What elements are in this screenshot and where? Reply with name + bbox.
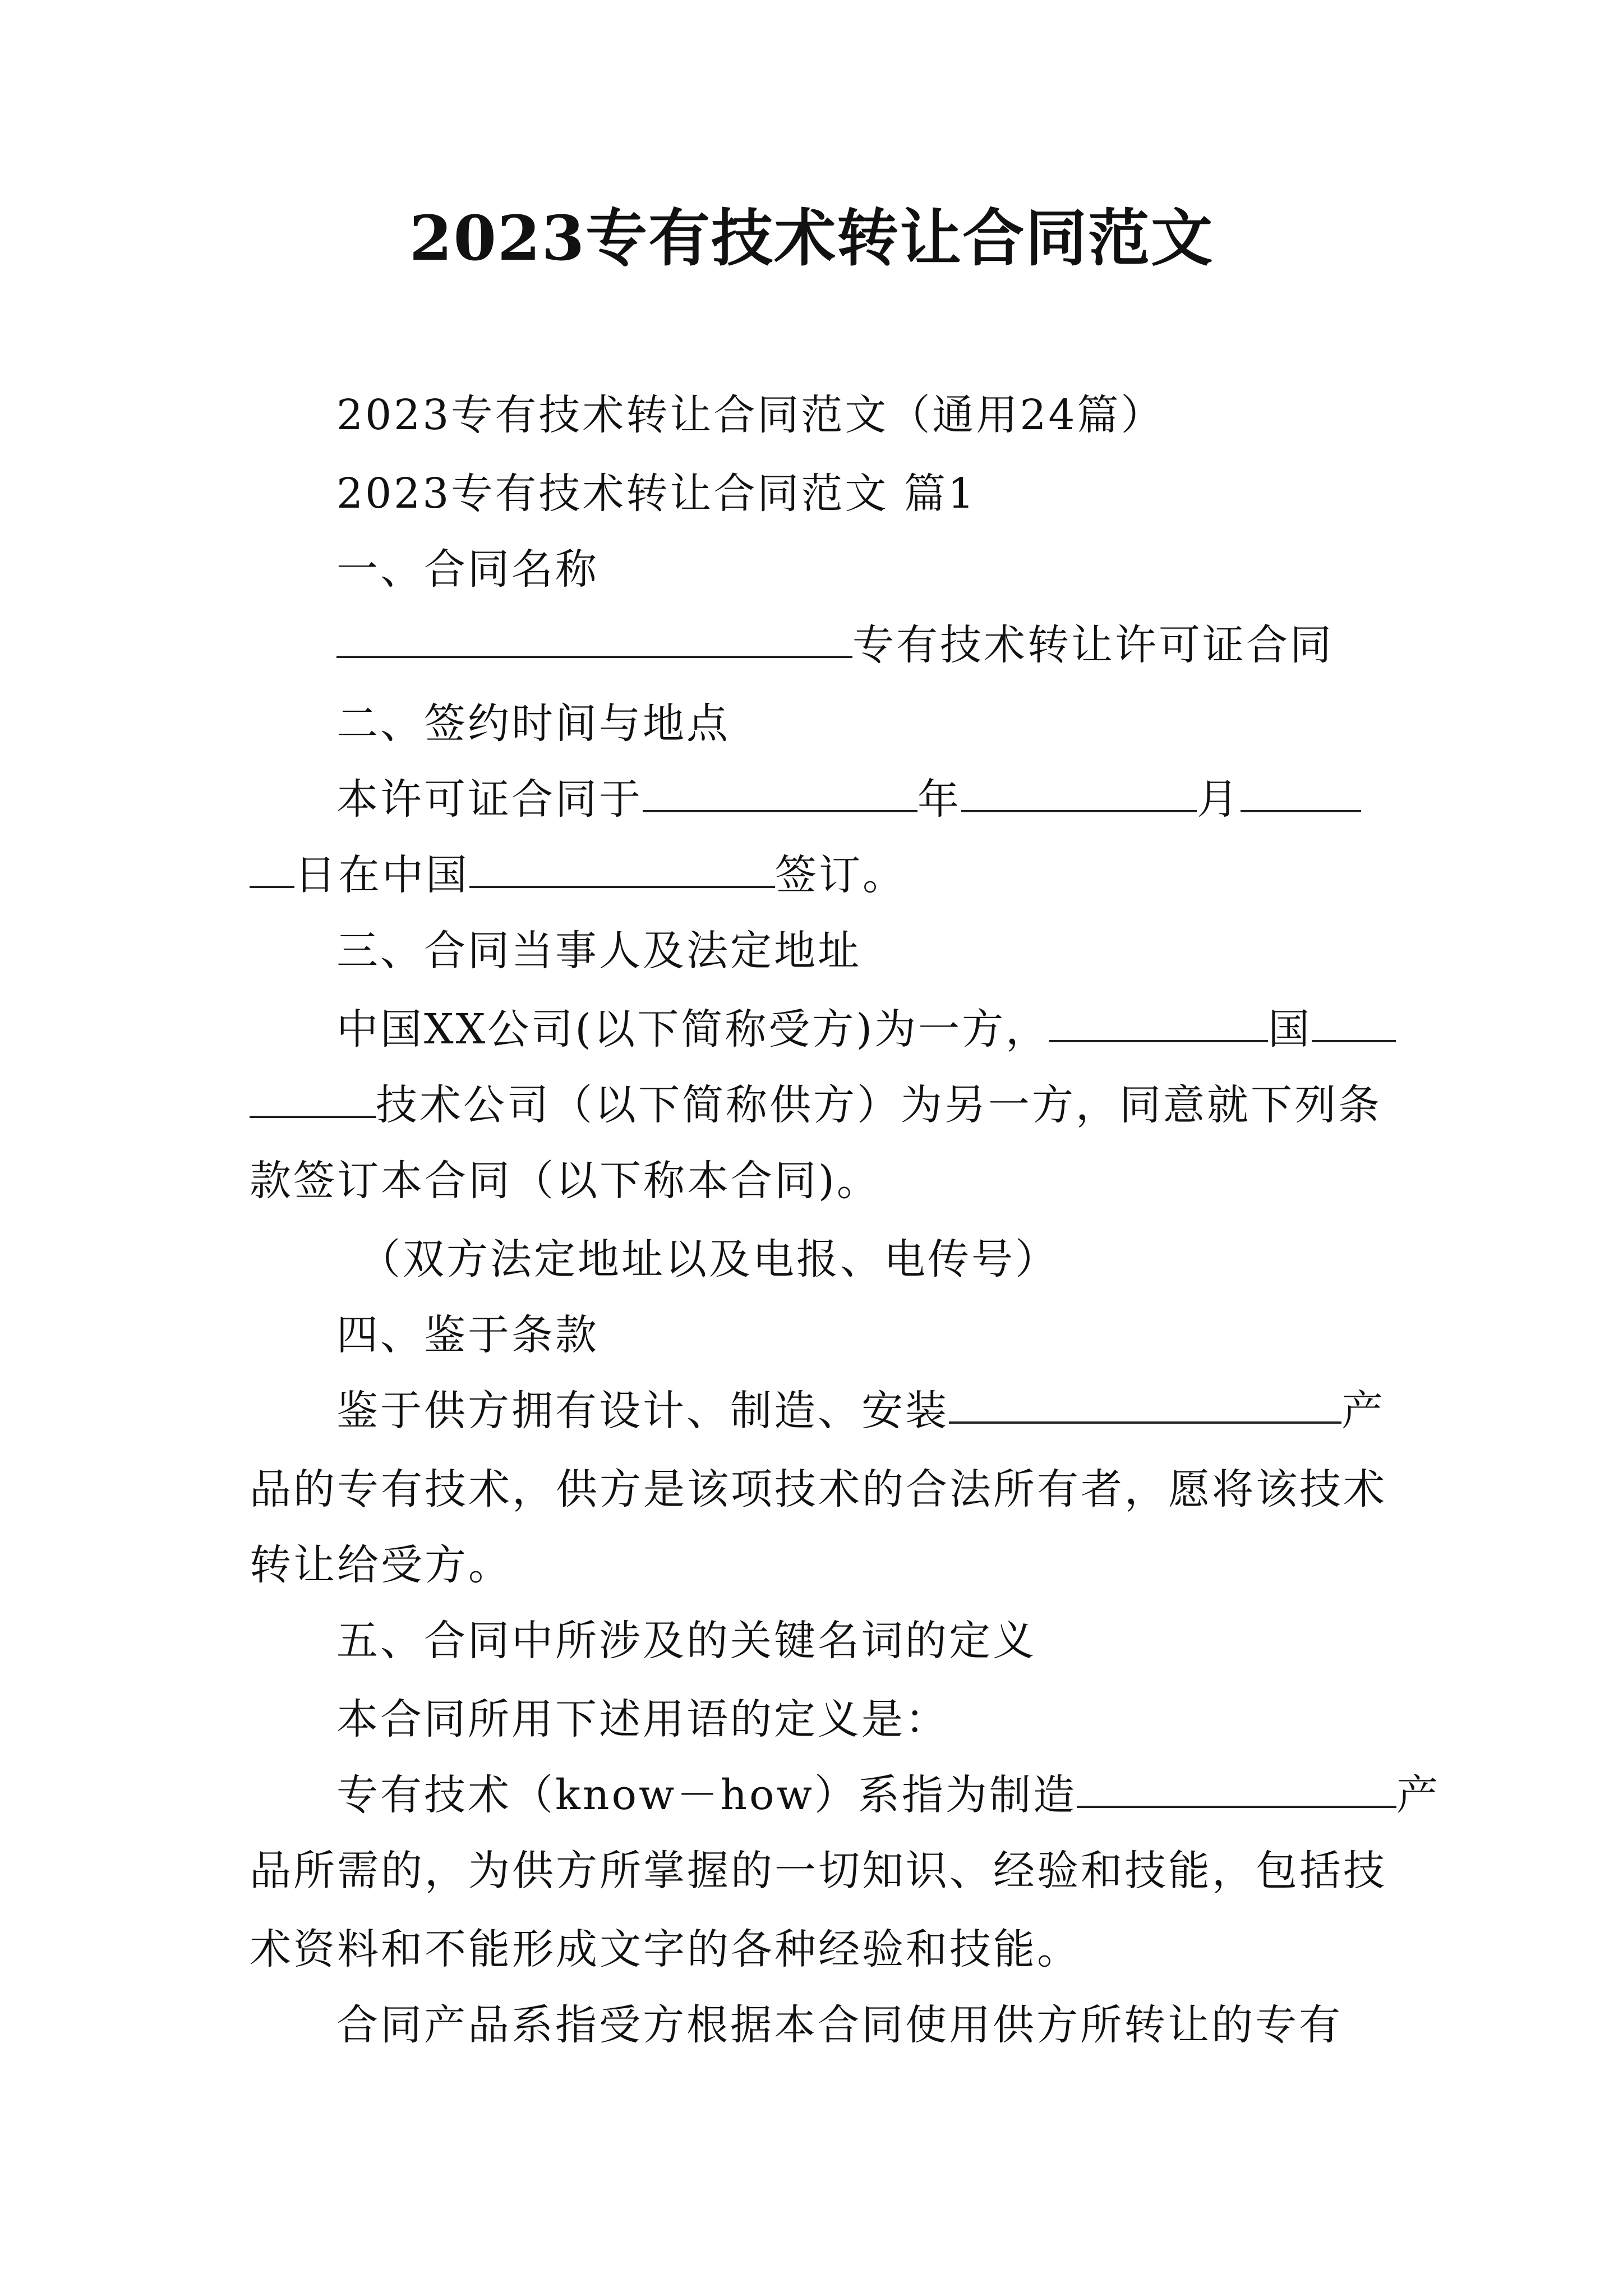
signing-date-line	[336, 771, 1361, 827]
recital-line-1	[336, 1383, 1385, 1439]
address-note: （双方法定地址以及电报、电传号）	[359, 1235, 1059, 1283]
clause-heading-5: 五、合同中所涉及的关键名词的定义	[336, 1617, 1036, 1665]
paragraph-text: 签订。	[775, 851, 906, 899]
blank-field	[1049, 1003, 1268, 1042]
paragraph-text: 中国XX公司(以下简称受方)为一方，	[336, 1005, 1050, 1053]
blank-field	[1241, 773, 1361, 812]
clause-heading-2: 二、签约时间与地点	[336, 700, 730, 748]
paragraph-text: 日在中国	[294, 851, 469, 899]
definition-line-4: 合同产品系指受方根据本合同使用供方所转让的专有	[336, 2001, 1343, 2049]
parties-line-3: 款签订本合同（以下称本合同)。	[250, 1157, 880, 1205]
section-heading: 2023专有技术转让合同范文 篇1	[336, 470, 976, 518]
parties-line-1	[336, 1001, 1396, 1057]
definition-line-1	[336, 1767, 1440, 1823]
paragraph-text: 技术公司（以下简称供方）为另一方，同意就下列条	[376, 1081, 1382, 1129]
definition-line-3: 术资料和不能形成文字的各种经验和技能。	[250, 1925, 1081, 1973]
clause-heading-1: 一、合同名称	[336, 545, 599, 593]
paragraph-text: 产	[1341, 1387, 1385, 1435]
blank-field	[1077, 1769, 1396, 1808]
recital-line-3: 转让给受方。	[250, 1541, 512, 1589]
clause-heading-4: 四、鉴于条款	[336, 1311, 599, 1359]
definitions-intro: 本合同所用下述用语的定义是：	[336, 1695, 949, 1743]
paragraph-text: 鉴于供方拥有设计、制造、安装	[336, 1387, 949, 1435]
parties-line-2	[250, 1077, 1382, 1133]
paragraph-text: 月	[1197, 775, 1241, 823]
paragraph-text: 专有技术（know－how）系指为制造	[336, 1771, 1077, 1819]
blank-field	[1312, 1003, 1396, 1042]
paragraph-text: 本许可证合同于	[336, 775, 643, 823]
recital-line-2: 品的专有技术，供方是该项技术的合法所有者，愿将该技术	[250, 1465, 1387, 1513]
blank-field	[469, 849, 775, 888]
blank-field	[250, 1079, 376, 1118]
blank-field	[336, 619, 852, 658]
contract-name-line	[336, 617, 1334, 673]
blank-field	[961, 773, 1197, 812]
paragraph-text: 国	[1268, 1005, 1312, 1053]
blank-field	[949, 1384, 1341, 1424]
paragraph-text: 年	[917, 775, 961, 823]
blank-field	[250, 849, 294, 888]
contract-name-text: 专有技术转让许可证合同	[852, 621, 1334, 669]
blank-field	[643, 773, 917, 812]
subtitle-line: 2023专有技术转让合同范文（通用24篇）	[336, 391, 1165, 439]
signing-place-line	[250, 847, 906, 903]
document-title: 2023专有技术转让合同范文	[409, 202, 1214, 274]
clause-heading-3: 三、合同当事人及法定地址	[336, 927, 861, 975]
definition-line-2: 品所需的，为供方所掌握的一切知识、经验和技能，包括技	[250, 1847, 1387, 1895]
paragraph-text: 产	[1396, 1771, 1440, 1819]
